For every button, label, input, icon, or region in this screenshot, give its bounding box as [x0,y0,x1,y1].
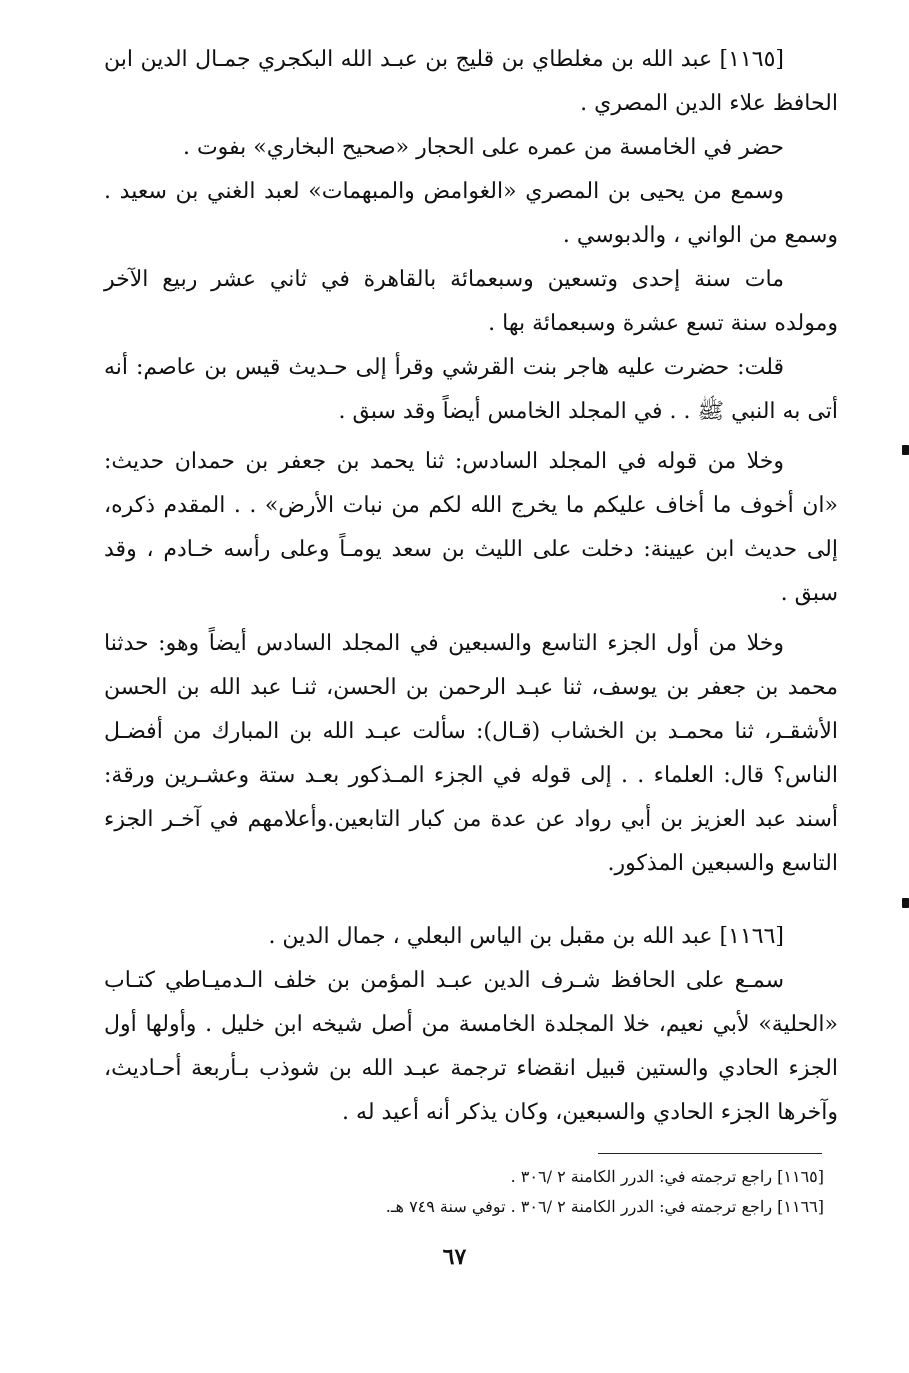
margin-mark [902,898,909,908]
paragraph: مات سنة إحدى وتسعين وسبعمائة بالقاهرة في ثاني عشر ربيع الآخر ومولده سنة تسع عشرة وسبعمائة بها . [104,267,838,336]
entry-heading: [١١٦٥] عبد الله بن مغلطاي بن قليج بن عبـد الله البكجري جمـال الدين ابن الحافظ علاء الدين المصري . [104,47,838,116]
paragraph: قلت: حضرت عليه هاجر بنت القرشي وقرأ إلى حـديث قيس بن عاصم: أنه أتى به النبي ﷺ . . في المجلد الخامس أيضاً وقد سبق . [104,355,838,424]
footnote: [١١٦٦] راجع ترجمته في: الدرر الكامنة ٢ /٣٠٦ . توفي سنة ٧٤٩ هـ. [385,1197,824,1216]
entry-1165 [104,38,838,886]
paragraph: سمـع على الحافظ شـرف الدين عبـد المؤمن بن خلف الـدميـاطي كتـاب «الحلية» لأبي نعيم، خلا المجلدة الخامسة من أصل شيخه ابن خليل . وأولها أول الجزء الحادي والستين قبيل انقضاء ترجمة عبـد الله بن شوذب بـأربعة أحـاديث، وآخرها الجزء الحادي والسبعين، وكان يذكر أنه أعيد له . [104,968,838,1125]
page-number: ٦٧ [442,1244,467,1270]
entry-1166 [104,915,838,1135]
paragraph: حضر في الخامسة من عمره على الحجار «صحيح البخاري» بفوت . [182,135,784,160]
paragraph: وخلا من أول الجزء التاسع والسبعين في المجلد السادس أيضاً وهو: حدثنا محمد بن جعفر بن يوسف، ثنا عبـد الرحمن بن الحسن، ثنـا عبد الله بن الحسن الأشقـر، ثنا محمـد بن الخشاب (قـال): سألت عبـد الله بن المبارك من أفضـل الناس؟ قال: العلماء . . إلى قوله في الجزء المـذكور بعـد ستة وعشـرين ورقة: أسند عبد العزيز بن أبي رواد عن عدة من كبار التابعين.وأعلامهم في آخـر الجزء التاسع والسبعين المذكور. [104,631,838,876]
paragraph: وخلا من قوله في المجلد السادس: ثنا يحمد بن جعفر بن حمدان حديث: «ان أخوف ما أخاف عليكم ما يخرج الله لكم من نبات الأرض» . . المقدم ذكره، إلى حديث ابن عيينة: دخلت على الليث بن سعد يومـاً وعلى رأسه خـادم ، وقد سبق . [104,449,838,606]
paragraph: وسمع من يحيى بن المصري «الغوامض والمبهمات» لعبد الغني بن سعيد . وسمع من الواني ، والدبوسي . [104,179,838,248]
margin-mark [902,445,909,455]
entry-heading: [١١٦٦] عبد الله بن مقبل بن الياس البعلي ، جمال الدين . [268,924,784,949]
footnote: [١١٦٥] راجع ترجمته في: الدرر الكامنة ٢ /٣٠٦ . [510,1167,824,1186]
footnotes [320,1162,824,1222]
footnote-separator [598,1153,822,1154]
